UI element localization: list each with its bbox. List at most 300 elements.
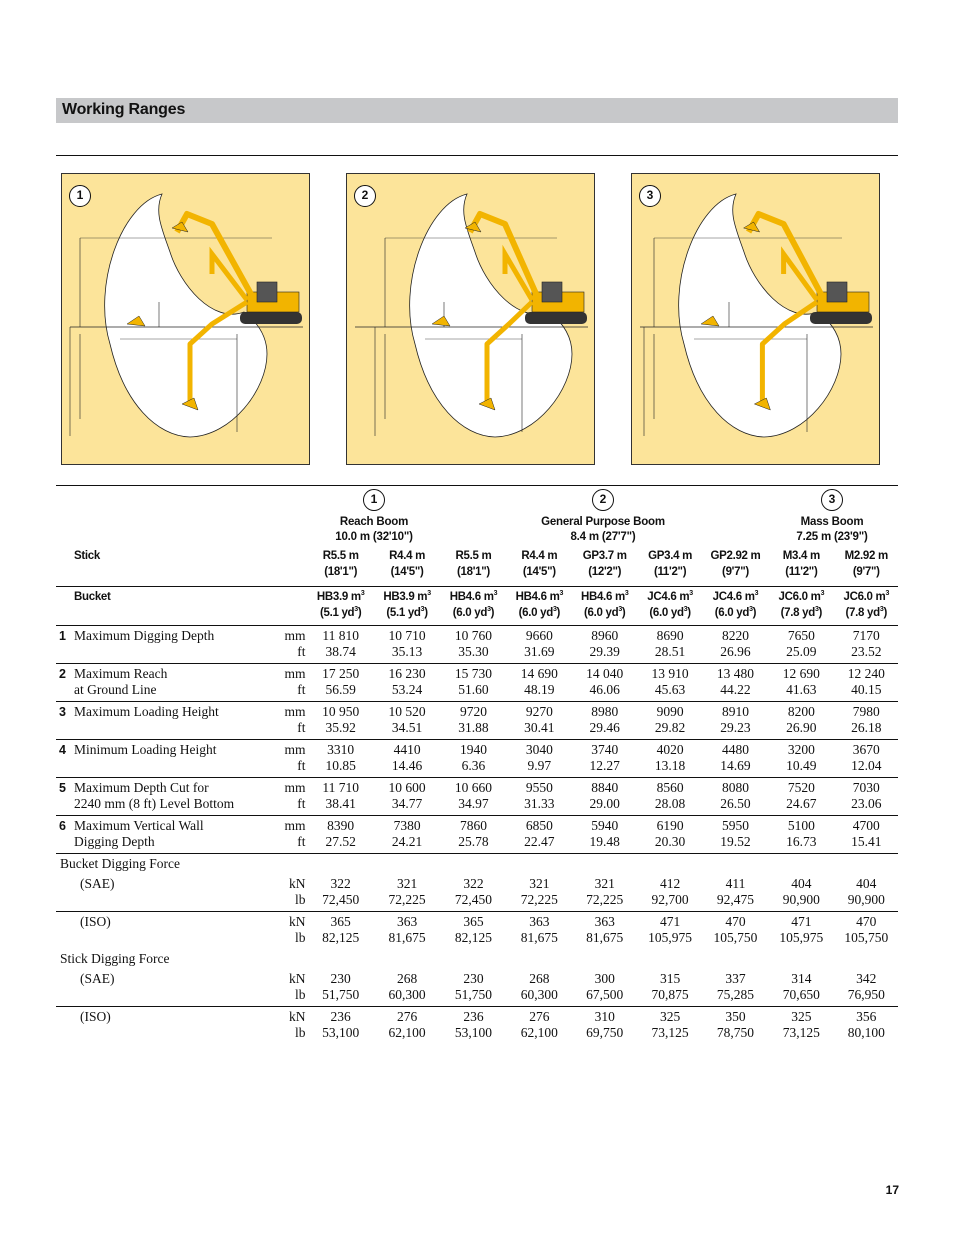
value-metric: 365 bbox=[330, 914, 351, 929]
value-imperial: 56.59 bbox=[325, 682, 356, 697]
boom-name: Reach Boom bbox=[339, 516, 409, 528]
value-imperial: 105,750 bbox=[713, 930, 758, 945]
working-range-diagram-general-purpose-boom bbox=[346, 173, 595, 465]
value-imperial: 29.46 bbox=[589, 720, 620, 735]
value-imperial: 10.85 bbox=[325, 758, 356, 773]
superscript: 3 bbox=[487, 606, 491, 614]
value-imperial: 31.33 bbox=[524, 796, 555, 811]
paren-close: ) bbox=[687, 607, 691, 619]
bucket-capacity-imperial bbox=[374, 605, 440, 621]
value-metric: 7980 bbox=[852, 704, 880, 719]
value-metric: 8220 bbox=[721, 628, 749, 643]
value-metric: 12 690 bbox=[782, 666, 820, 681]
boom-name: General Purpose Boom bbox=[541, 516, 665, 528]
value-metric: 9550 bbox=[525, 780, 553, 795]
value-metric: 3040 bbox=[525, 742, 553, 757]
value-metric: 10 950 bbox=[322, 704, 360, 719]
value-imperial: 38.41 bbox=[325, 796, 356, 811]
value-imperial: 60,300 bbox=[388, 987, 426, 1002]
value-imperial: 44.22 bbox=[720, 682, 751, 697]
bucket-capacity-yd: (6.0 yd bbox=[649, 607, 684, 619]
value-imperial: 14.46 bbox=[391, 758, 423, 773]
stick-size-imperial: (9'7") bbox=[852, 566, 880, 578]
value-metric: 3310 bbox=[327, 742, 355, 757]
value-metric: 5950 bbox=[721, 818, 749, 833]
value-metric: 8840 bbox=[591, 780, 619, 795]
boom-length: 8.4 m (27'7") bbox=[570, 531, 636, 543]
value-metric: 3740 bbox=[591, 742, 619, 757]
value-metric: 9720 bbox=[459, 704, 487, 719]
spec-row bbox=[56, 740, 898, 778]
value-metric: 470 bbox=[725, 914, 746, 929]
value-imperial: 53,100 bbox=[454, 1025, 493, 1040]
excavator-cab bbox=[542, 282, 562, 302]
unit-imperial: ft bbox=[297, 720, 306, 735]
value-metric: 7030 bbox=[852, 780, 880, 795]
value-imperial: 28.51 bbox=[654, 644, 686, 659]
boom-heading-reach bbox=[314, 515, 434, 545]
spec-label: Maximum Vertical Wall bbox=[74, 818, 204, 833]
value-imperial: 35.30 bbox=[458, 644, 489, 659]
value-imperial: 62,100 bbox=[388, 1025, 426, 1040]
divider bbox=[56, 485, 898, 486]
value-imperial: 75,285 bbox=[716, 987, 755, 1002]
bucket-capacity-imperial bbox=[307, 605, 373, 621]
superscript: 3 bbox=[354, 606, 358, 614]
value-metric: 411 bbox=[725, 876, 746, 891]
value-metric: 10 710 bbox=[388, 628, 426, 643]
value-imperial: 105,750 bbox=[844, 930, 889, 945]
value-imperial: 10.49 bbox=[786, 758, 817, 773]
stick-size: GP3.4 m bbox=[648, 550, 693, 562]
paren-close: ) bbox=[752, 607, 757, 619]
paren-close: ) bbox=[883, 607, 887, 619]
unit-imperial: ft bbox=[297, 682, 306, 697]
excavator-working-range-drawing bbox=[632, 174, 880, 465]
value-imperial: 105,975 bbox=[779, 930, 824, 945]
value-metric: 9270 bbox=[525, 704, 553, 719]
value-metric: 236 bbox=[330, 1009, 351, 1024]
spec-label-cont: at Ground Line bbox=[74, 682, 157, 697]
value-imperial: 51,750 bbox=[454, 987, 493, 1002]
spec-number: 5 bbox=[59, 781, 66, 795]
boom-marker: 2 bbox=[592, 489, 614, 511]
stick-size-imperial: (12'2") bbox=[588, 566, 622, 578]
value-imperial: 34.97 bbox=[458, 796, 489, 811]
value-imperial: 53.24 bbox=[391, 682, 423, 697]
value-metric: 16 230 bbox=[388, 666, 426, 681]
stick-size: GP3.7 m bbox=[582, 550, 627, 562]
value-metric: 15 730 bbox=[454, 666, 493, 681]
spec-row bbox=[56, 626, 898, 664]
superscript: 3 bbox=[749, 606, 753, 614]
value-metric: 322 bbox=[330, 876, 351, 891]
unit-metric: mm bbox=[284, 818, 306, 833]
spec-row bbox=[56, 778, 898, 816]
value-imperial: 51,750 bbox=[322, 987, 360, 1002]
bucket-capacity-yd: (6.0 yd bbox=[452, 607, 488, 619]
value-imperial: 26.96 bbox=[720, 644, 751, 659]
force-group-title-row bbox=[56, 949, 898, 971]
paren-close: ) bbox=[357, 607, 362, 619]
bucket-capacity bbox=[572, 589, 637, 605]
spec-label-cont: Digging Depth bbox=[74, 834, 155, 849]
spec-row bbox=[56, 702, 898, 740]
value-metric: 13 910 bbox=[651, 666, 689, 681]
value-imperial: 24.67 bbox=[786, 796, 817, 811]
bucket-capacity bbox=[507, 589, 572, 605]
value-metric: 363 bbox=[396, 914, 418, 929]
value-metric: 10 660 bbox=[454, 780, 493, 795]
excavator-cab bbox=[257, 282, 277, 302]
bucket-capacity-imperial bbox=[835, 605, 898, 621]
superscript: 3 bbox=[420, 606, 425, 614]
value-imperial: 29.00 bbox=[589, 796, 620, 811]
value-imperial: 72,225 bbox=[586, 892, 624, 907]
stick-size-imperial: (14'5") bbox=[522, 566, 556, 578]
working-range-diagram-mass-boom bbox=[631, 173, 880, 465]
value-metric: 8910 bbox=[721, 704, 749, 719]
value-metric: 6850 bbox=[525, 818, 553, 833]
value-metric: 12 240 bbox=[847, 666, 885, 681]
value-imperial: 12.04 bbox=[851, 758, 882, 773]
value-metric: 17 250 bbox=[322, 666, 360, 681]
value-imperial: 67,500 bbox=[586, 987, 624, 1002]
spec-row bbox=[56, 664, 898, 702]
paren-close: ) bbox=[424, 607, 428, 619]
value-metric: 230 bbox=[330, 971, 351, 986]
force-standard: (SAE) bbox=[80, 876, 115, 891]
force-standard: (SAE) bbox=[80, 971, 115, 986]
value-metric: 322 bbox=[463, 876, 484, 891]
value-metric: 268 bbox=[529, 971, 550, 986]
value-metric: 5100 bbox=[787, 818, 815, 833]
value-imperial: 27.52 bbox=[325, 834, 356, 849]
bucket-capacity-yd: (5.1 yd bbox=[386, 607, 421, 619]
value-metric: 315 bbox=[659, 971, 681, 986]
superscript: 3 bbox=[559, 590, 564, 598]
value-metric: 7380 bbox=[393, 818, 421, 833]
value-imperial: 38.74 bbox=[325, 644, 356, 659]
value-metric: 321 bbox=[529, 876, 550, 891]
value-metric: 230 bbox=[463, 971, 484, 986]
bucket-capacity-metric: HB4.6 m bbox=[580, 591, 625, 603]
bucket-capacity-imperial bbox=[637, 605, 702, 621]
force-standard: (ISO) bbox=[80, 1009, 111, 1024]
panel-marker: 2 bbox=[354, 185, 376, 207]
value-metric: 365 bbox=[463, 914, 484, 929]
bucket-capacity bbox=[374, 589, 440, 605]
stick-header-row bbox=[56, 548, 898, 587]
value-imperial: 82,125 bbox=[322, 930, 360, 945]
superscript: 3 bbox=[754, 590, 759, 598]
boom-marker: 3 bbox=[821, 489, 843, 511]
value-imperial: 92,475 bbox=[716, 892, 755, 907]
working-ranges-table bbox=[56, 548, 898, 1044]
excavator-tracks bbox=[525, 312, 587, 324]
value-metric: 4410 bbox=[393, 742, 421, 757]
value-imperial: 53,100 bbox=[322, 1025, 360, 1040]
value-metric: 4700 bbox=[852, 818, 880, 833]
paren-close: ) bbox=[818, 607, 823, 619]
value-metric: 321 bbox=[594, 876, 615, 891]
unit-metric: kN bbox=[288, 971, 306, 986]
stick-size: R4.4 m bbox=[521, 550, 558, 562]
force-group-title-row bbox=[56, 854, 898, 877]
superscript: 3 bbox=[552, 606, 557, 614]
superscript: 3 bbox=[683, 606, 688, 614]
spec-number: 6 bbox=[59, 819, 66, 833]
unit-metric: kN bbox=[288, 876, 306, 891]
value-imperial: 34.77 bbox=[391, 796, 423, 811]
force-row bbox=[56, 876, 898, 912]
value-imperial: 105,975 bbox=[648, 930, 693, 945]
spec-label: Maximum Loading Height bbox=[74, 704, 219, 719]
value-imperial: 60,300 bbox=[520, 987, 558, 1002]
force-standard: (ISO) bbox=[80, 914, 111, 929]
value-imperial: 81,675 bbox=[586, 930, 624, 945]
value-metric: 6190 bbox=[656, 818, 684, 833]
value-metric: 236 bbox=[463, 1009, 484, 1024]
section-title: Working Ranges bbox=[62, 101, 186, 118]
value-imperial: 70,875 bbox=[651, 987, 689, 1002]
value-metric: 350 bbox=[725, 1009, 746, 1024]
value-metric: 268 bbox=[396, 971, 418, 986]
superscript: 3 bbox=[360, 590, 365, 598]
value-metric: 300 bbox=[594, 971, 615, 986]
bucket-capacity-metric: HB4.6 m bbox=[449, 591, 494, 603]
value-metric: 9090 bbox=[656, 704, 684, 719]
value-imperial: 29.82 bbox=[654, 720, 686, 735]
value-imperial: 29.23 bbox=[720, 720, 751, 735]
spec-label: Maximum Reach bbox=[74, 666, 168, 681]
paren-close: ) bbox=[556, 607, 561, 619]
value-imperial: 23.52 bbox=[851, 644, 882, 659]
bucket-capacity-yd: (6.0 yd bbox=[714, 607, 750, 619]
value-metric: 3670 bbox=[852, 742, 880, 757]
bucket-header-row bbox=[56, 587, 898, 626]
unit-metric: kN bbox=[288, 914, 306, 929]
bucket-capacity-metric: HB3.9 m bbox=[383, 591, 428, 603]
bucket-capacity-metric: JC6.0 m bbox=[778, 591, 821, 603]
unit-imperial: lb bbox=[294, 987, 306, 1002]
value-imperial: 51.60 bbox=[458, 682, 489, 697]
excavator-tracks bbox=[810, 312, 872, 324]
unit-imperial: lb bbox=[294, 892, 306, 907]
unit-imperial: ft bbox=[297, 644, 306, 659]
value-metric: 342 bbox=[856, 971, 877, 986]
superscript: 3 bbox=[427, 590, 431, 598]
bucket-capacity-yd: (5.1 yd bbox=[319, 607, 355, 619]
boom-heading-general-purpose bbox=[523, 515, 683, 545]
value-metric: 337 bbox=[725, 971, 746, 986]
value-imperial: 16.73 bbox=[786, 834, 817, 849]
stick-label: Stick bbox=[74, 550, 100, 562]
boom-name: Mass Boom bbox=[800, 516, 864, 528]
stick-size: R5.5 m bbox=[322, 550, 359, 562]
value-metric: 471 bbox=[791, 914, 812, 929]
bucket-capacity-yd: (6.0 yd bbox=[518, 607, 553, 619]
superscript: 3 bbox=[814, 606, 819, 614]
stick-size: R5.5 m bbox=[455, 550, 492, 562]
value-metric: 356 bbox=[856, 1009, 877, 1024]
value-metric: 13 480 bbox=[716, 666, 755, 681]
value-metric: 8560 bbox=[656, 780, 684, 795]
value-imperial: 26.90 bbox=[786, 720, 817, 735]
force-group-title: Stick Digging Force bbox=[60, 951, 170, 966]
excavator-working-range-drawing bbox=[62, 174, 310, 465]
bucket-capacity-imperial bbox=[507, 605, 572, 621]
unit-metric: mm bbox=[284, 628, 306, 643]
superscript: 3 bbox=[820, 590, 825, 598]
value-imperial: 24.21 bbox=[391, 834, 423, 849]
bucket-capacity bbox=[703, 589, 768, 605]
stick-size: GP2.92 m bbox=[710, 550, 761, 562]
bucket-capacity-imperial bbox=[768, 605, 834, 621]
page-number: 17 bbox=[885, 1183, 899, 1197]
value-imperial: 92,700 bbox=[651, 892, 689, 907]
unit-imperial: ft bbox=[297, 758, 306, 773]
value-metric: 310 bbox=[594, 1009, 615, 1024]
value-imperial: 20.30 bbox=[654, 834, 686, 849]
divider bbox=[56, 155, 898, 156]
value-metric: 10 760 bbox=[454, 628, 493, 643]
value-metric: 7170 bbox=[852, 628, 880, 643]
spec-number: 4 bbox=[59, 743, 66, 757]
force-row bbox=[56, 912, 898, 950]
value-imperial: 15.41 bbox=[851, 834, 882, 849]
value-imperial: 70,650 bbox=[782, 987, 820, 1002]
value-metric: 314 bbox=[791, 971, 812, 986]
value-metric: 10 520 bbox=[388, 704, 426, 719]
bucket-capacity-metric: HB3.9 m bbox=[316, 591, 361, 603]
section-header-bar bbox=[56, 98, 898, 123]
value-imperial: 26.18 bbox=[851, 720, 882, 735]
spec-row bbox=[56, 816, 898, 854]
value-imperial: 31.69 bbox=[524, 644, 555, 659]
value-metric: 404 bbox=[856, 876, 877, 891]
value-metric: 321 bbox=[396, 876, 418, 891]
unit-metric: mm bbox=[284, 704, 306, 719]
bucket-capacity bbox=[307, 589, 373, 605]
value-imperial: 72,450 bbox=[322, 892, 360, 907]
spec-label-cont: 2240 mm (8 ft) Level Bottom bbox=[74, 796, 235, 811]
value-imperial: 73,125 bbox=[651, 1025, 689, 1040]
value-imperial: 72,450 bbox=[454, 892, 493, 907]
value-imperial: 30.41 bbox=[524, 720, 555, 735]
unit-metric: mm bbox=[284, 742, 306, 757]
value-imperial: 69,750 bbox=[586, 1025, 624, 1040]
value-metric: 471 bbox=[659, 914, 681, 929]
bucket-capacity-metric: HB4.6 m bbox=[515, 591, 560, 603]
unit-imperial: lb bbox=[294, 1025, 306, 1040]
stick-size: M2.92 m bbox=[844, 550, 888, 562]
bucket-capacity-yd: (7.8 yd bbox=[780, 607, 815, 619]
spec-label: Maximum Depth Cut for bbox=[74, 780, 209, 795]
superscript: 3 bbox=[885, 590, 890, 598]
value-imperial: 22.47 bbox=[524, 834, 555, 849]
bucket-capacity-imperial bbox=[572, 605, 637, 621]
value-imperial: 28.08 bbox=[654, 796, 686, 811]
bucket-capacity-yd: (7.8 yd bbox=[845, 607, 880, 619]
superscript: 3 bbox=[689, 590, 693, 598]
value-metric: 9660 bbox=[525, 628, 553, 643]
spec-label: Maximum Digging Depth bbox=[74, 628, 215, 643]
value-imperial: 45.63 bbox=[654, 682, 686, 697]
value-metric: 325 bbox=[659, 1009, 681, 1024]
value-imperial: 41.63 bbox=[786, 682, 817, 697]
value-imperial: 35.13 bbox=[391, 644, 423, 659]
value-imperial: 31.88 bbox=[458, 720, 489, 735]
value-imperial: 72,225 bbox=[388, 892, 426, 907]
stick-size-imperial: (11'2") bbox=[785, 566, 818, 578]
value-imperial: 19.48 bbox=[589, 834, 620, 849]
bucket-capacity-imperial bbox=[440, 605, 506, 621]
excavator-working-range-drawing bbox=[347, 174, 595, 465]
working-range-diagram-reach-boom bbox=[61, 173, 310, 465]
value-metric: 7860 bbox=[459, 818, 487, 833]
excavator-tracks bbox=[240, 312, 302, 324]
value-imperial: 29.39 bbox=[589, 644, 620, 659]
value-imperial: 48.19 bbox=[524, 682, 555, 697]
value-imperial: 81,675 bbox=[388, 930, 426, 945]
superscript: 3 bbox=[618, 606, 622, 614]
value-imperial: 9.97 bbox=[527, 758, 552, 773]
unit-imperial: ft bbox=[297, 796, 306, 811]
value-metric: 276 bbox=[396, 1009, 418, 1024]
value-metric: 8080 bbox=[721, 780, 749, 795]
value-imperial: 14.69 bbox=[720, 758, 751, 773]
panel-marker: 3 bbox=[639, 185, 661, 207]
force-group-title: Bucket Digging Force bbox=[60, 856, 180, 871]
value-metric: 363 bbox=[529, 914, 550, 929]
paren-close: ) bbox=[490, 607, 495, 619]
value-metric: 8980 bbox=[591, 704, 619, 719]
spec-number: 2 bbox=[59, 667, 66, 681]
panel-marker: 1 bbox=[69, 185, 91, 207]
value-metric: 3200 bbox=[787, 742, 815, 757]
value-metric: 470 bbox=[856, 914, 877, 929]
value-imperial: 73,125 bbox=[782, 1025, 820, 1040]
bucket-capacity-yd: (6.0 yd bbox=[583, 607, 619, 619]
value-imperial: 80,100 bbox=[847, 1025, 885, 1040]
unit-metric: kN bbox=[288, 1009, 306, 1024]
stick-size-imperial: (11'2") bbox=[653, 566, 687, 578]
value-metric: 363 bbox=[594, 914, 615, 929]
stick-size: M3.4 m bbox=[782, 550, 820, 562]
force-row bbox=[56, 971, 898, 1007]
value-imperial: 40.15 bbox=[851, 682, 882, 697]
bucket-capacity-metric: JC4.6 m bbox=[712, 591, 755, 603]
stick-size-imperial: (9'7") bbox=[722, 566, 749, 578]
bucket-capacity bbox=[768, 589, 834, 605]
value-metric: 8960 bbox=[591, 628, 619, 643]
value-imperial: 90,900 bbox=[782, 892, 820, 907]
value-imperial: 25.78 bbox=[458, 834, 489, 849]
value-metric: 4480 bbox=[721, 742, 749, 757]
value-metric: 1940 bbox=[459, 742, 487, 757]
value-imperial: 25.09 bbox=[786, 644, 817, 659]
bucket-capacity-metric: JC6.0 m bbox=[843, 591, 886, 603]
bucket-capacity bbox=[440, 589, 506, 605]
value-metric: 14 040 bbox=[586, 666, 624, 681]
value-imperial: 12.27 bbox=[589, 758, 620, 773]
spec-number: 3 bbox=[59, 705, 66, 719]
value-metric: 5940 bbox=[591, 818, 619, 833]
boom-heading-mass bbox=[772, 515, 892, 545]
bucket-label: Bucket bbox=[74, 591, 111, 603]
value-metric: 325 bbox=[791, 1009, 812, 1024]
